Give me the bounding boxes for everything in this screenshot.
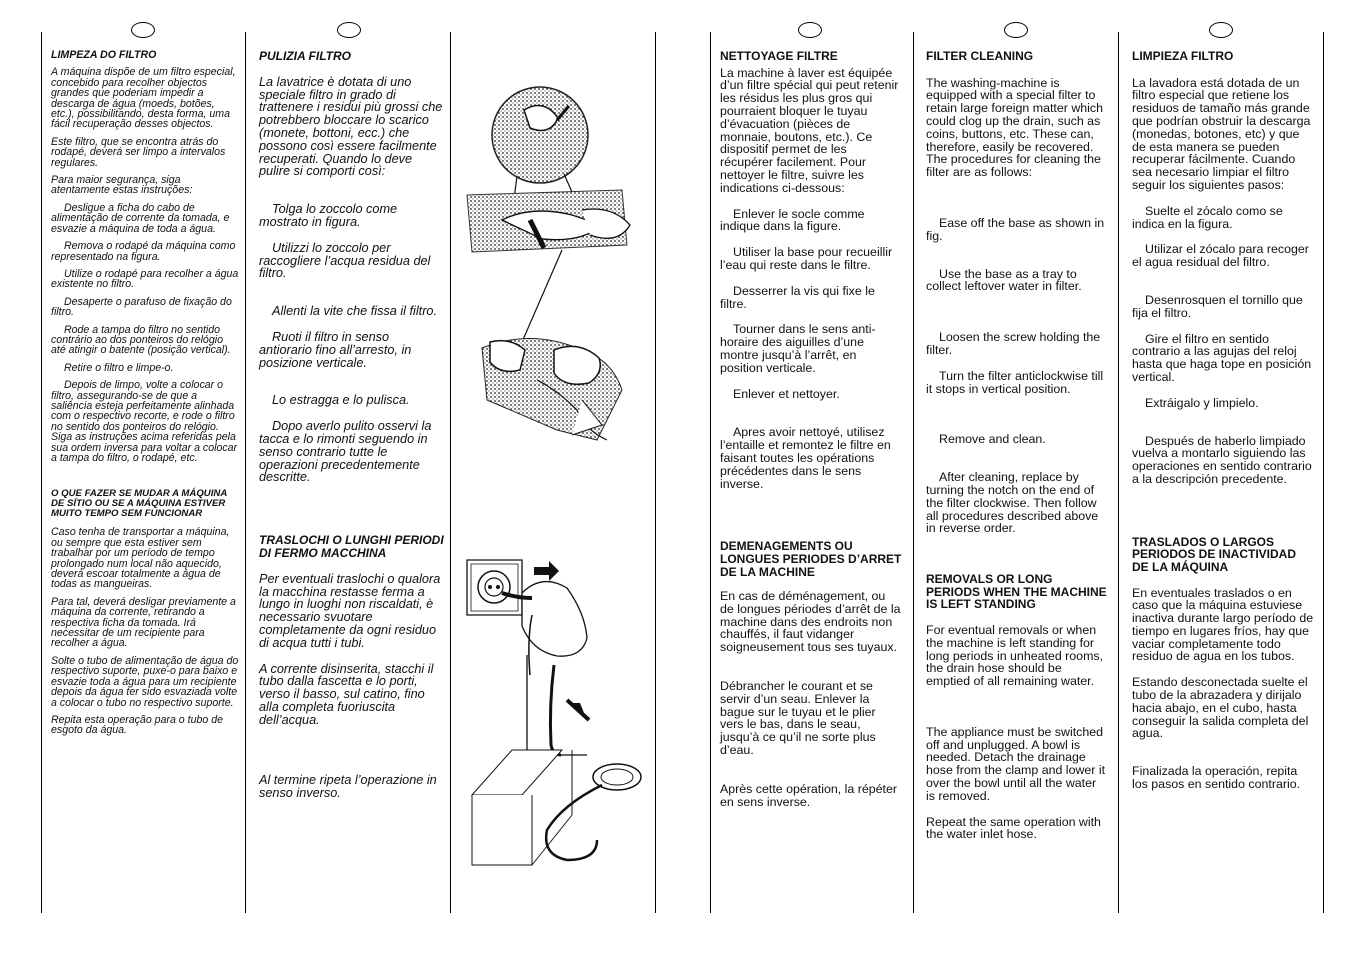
paragraph: En cas de déménagement, ou de longues périodes d’arrêt de la machine dans des endroits non chauffés, il faut vidanger soigneusement tous ses tuyaux. [720, 589, 901, 655]
paragraph: Per eventuali traslochi o qualora la macchina restasse ferma a lungo in luoghi non riscaldati, è necessario svuotare completamente da ogni residuo di acqua tutti i tubi. [259, 571, 441, 650]
step: Ease off the base as shown in fig. [926, 215, 1105, 243]
column-rule [245, 32, 246, 913]
drain-hose-illustration [462, 555, 642, 870]
step: Utilizar el zócalo para recoger el agua residual del filtro. [1132, 242, 1309, 270]
column-rule [41, 32, 42, 913]
step: Extráigalo y limpielo. [1145, 395, 1259, 410]
language-marker-it [337, 22, 361, 38]
step: Utilizzi lo zoccolo per raccogliere l’acqua residua del filtro. [259, 240, 431, 281]
paragraph: The washing-machine is equipped with a special filter to retain large foreign matter which could clog up the drain, such as coins, buttons, etc. These can, therefore, easily be recovered. The procedures for cleaning the filter are as follows: [926, 75, 1103, 180]
paragraph: Caso tenha de transportar a máquina, ou sempre que esta estiver sem trabalhar por um período de tempo prolongado num local não aquecido, deverá escoar totalmente a água de todas as mangueiras. [51, 526, 230, 591]
column-rule [1118, 32, 1119, 913]
language-marker-pt [131, 22, 155, 38]
column-spanish [1132, 50, 1316, 791]
paragraph: Repita esta operação para o tubo de esgoto da água. [51, 713, 223, 737]
step: Allenti la vite che fissa il filtro. [272, 304, 437, 319]
step: Loosen the screw holding the filter. [926, 330, 1101, 357]
step: Desaperte o parafuso de fixação do filtro. [51, 295, 232, 319]
step: Apres avoir nettoyé, utilisez l’entaille et remontez le filtre en faisant toutes les opérations précédentes dans le sens inverse. [720, 425, 891, 491]
paragraph: Repeat the same operation with the water inlet hose. [926, 814, 1101, 842]
step: Tourner dans le sens anti-horaire des aiguilles d’une montre jusqu’à l’arrêt, en position verticale. [720, 322, 876, 375]
column-french [720, 50, 902, 808]
step: Remova o rodapé da máquina como representado na figura. [51, 240, 236, 263]
column-rule [655, 32, 656, 913]
paragraph: La lavadora está dotada de un filtro especial que retiene los residuos de tamaño más grande que podrían obstruir la descarga (monedas, botones, etc) y que de esta manera se pueden recuperar fácilmente. Cuando sea necesario limpiar el filtro seguir los siguientes pasos: [1132, 75, 1311, 192]
section-heading: PULIZIA FILTRO [259, 49, 351, 63]
step: Use the base as a tray to collect leftover water in filter. [926, 266, 1082, 294]
paragraph: En eventuales traslados o en caso que la máquina estuviese inactiva durante largo período de tiempo en lugares fríos, hay que vaciar completamente todo residuo de agua en los tubos. [1132, 585, 1314, 664]
step: Enlever et nettoyer. [733, 386, 840, 401]
section-heading: LIMPIEZA FILTRO [1132, 49, 1234, 63]
section-heading: DEMENAGEMENTS OU LONGUES PERIODES D’ARRET DE LA MACHINE [720, 539, 902, 579]
step: Remove and clean. [939, 432, 1046, 447]
section-heading: TRASLADOS O LARGOS PERIODOS DE INACTIVIDAD DE LA MÁQUINA [1132, 534, 1297, 574]
filter-removal-illustration [462, 80, 642, 450]
column-italian [259, 50, 445, 800]
column-portuguese [51, 50, 239, 736]
language-marker-es [1209, 22, 1233, 38]
step: Turn the filter anticlockwise till it stops in vertical position. [926, 368, 1104, 396]
paragraph: Al termine ripeta l’operazione in senso inverso. [259, 773, 437, 801]
paragraph: La lavatrice è dotata di uno speciale filtro in grado di trattenere i residui più grossi che potrebbero bloccare lo scarico (monete, bottoni, ecc.) che possono così essere facilmente recuperati. Quando lo deve pulire si comporti così: [259, 74, 443, 179]
step: Enlever le socle comme indique dans la figure. [720, 206, 865, 234]
step: Suelte el zócalo como se indica en la figura. [1132, 203, 1283, 231]
paragraph: Para maior segurança, siga atentamente estas instruções: [51, 174, 193, 197]
paragraph: Après cette opération, la répéter en sens inverse. [720, 781, 898, 809]
step: Ruoti il filtro in senso antiorario fino all’arresto, in posizione verticale. [259, 329, 412, 370]
paragraph: For eventual removals or when the machine is left standing for long periods in unheated rooms, the drain hose should be emptied of all remaining water. [926, 622, 1104, 689]
section-heading: LIMPEZA DO FILTRO [51, 49, 157, 61]
column-rule [450, 32, 451, 913]
step: Retire o filtro e limpe-o. [64, 361, 174, 374]
paragraph: Este filtro, que se encontra atrás do rodapé, deverá ser limpo a intervalos regulares. [51, 135, 226, 169]
paragraph: La machine à laver est équipée d’un filtre spécial qui peut retenir les résidus les plus gros qui pourraient bloquer le tuyau d’évacuation (pièces de monnaie, boutons, etc.). Ce dispositif permet de les récupérer facilement. Pour nettoyer le filtre, suivre les indications ci-dessous: [720, 65, 899, 195]
paragraph: Solte o tubo de alimentação de água do respectivo suporte, puxe-o para baixo e esvazie toda a água para um recipiente depois da água ter sido esvaziada volte a colocar o tubo no respectivo suporte. [51, 654, 239, 709]
step: Desserrer la vis qui fixe le filtre. [720, 283, 875, 311]
paragraph: Débrancher le courant et se servir d’un seau. Enlever la bague sur le tuyau et le plier vers le bas, dans le seau, jusqu’à ce qu’il ne sorte plus d’eau. [720, 679, 876, 758]
language-marker-fr [798, 22, 822, 38]
step: Utiliser la base pour recueillir l’eau qui reste dans le filtre. [720, 245, 893, 272]
step: Utilize o rodapé para recolher a água existente no filtro. [51, 267, 239, 291]
step: Rode a tampa do filtro no sentido contrário ao dos ponteiros do relógio até atingir o batente (posição vertical). [51, 323, 231, 357]
paragraph: Estando desconectada suelte el tubo de la abrazadera y dirijalo hacia abajo, en el cubo, hasta conseguir la salida completa del agua. [1132, 675, 1309, 741]
step: Desenrosquen el tornillo que fija el filtro. [1132, 292, 1303, 320]
paragraph: Para tal, deverá desligar previamente a máquina da corrente, retirando a respectiva ficha da tomada. Irá necessitar de um recipiente para recolher a água. [51, 595, 236, 650]
step: Desligue a ficha do cabo de alimentação de corrente da tomada, e esvazie a máquina de toda a água. [51, 201, 230, 235]
paragraph: A máquina dispõe de um filtro especial, concebido para recolher objectos grandes que poderiam impedir a descarga de água (moeds, botões, etc.), possibilitando, desta forma, uma fácil recuperação desses objectos. [51, 66, 236, 131]
step: Depois de limpo, volte a colocar o filtro, assegurando-se de que a saliência esteja perfeitamente alinhada com o respectivo recorte, e rode o filtro no sentido dos ponteiros do relógio. Siga as instruções acima referidas pela sua ordem inversa para voltar a colocar a tampa do filtro, o rodapé, etc. [51, 379, 238, 464]
section-heading: NETTOYAGE FILTRE [720, 49, 838, 63]
paragraph: The appliance must be switched off and unplugged. A bowl is needed. Detach the drainage hose from the clamp and lower it over the bowl until all the water is removed. [926, 724, 1106, 803]
column-rule [710, 32, 711, 913]
column-rule [1323, 32, 1324, 913]
step: Tolga lo zoccolo come mostrato in figura. [259, 202, 398, 229]
section-heading: O QUE FAZER SE MUDAR A MÁQUINA DE SÍTIO OU SE A MÁQUINA ESTIVER MUITO TEMPO SEM FUNCIONAR [51, 488, 227, 520]
step: Lo estragga e lo pulisca. [272, 393, 410, 408]
section-heading: FILTER CLEANING [926, 49, 1034, 63]
paragraph: Finalizada la operación, repita los pasos en sentido contrario. [1132, 764, 1301, 792]
step: Después de haberlo limpiado vuelva a montarlo siguiendo las operaciones en sentido contrario a la descripción precedente. [1132, 433, 1312, 486]
step: After cleaning, replace by turning the notch on the end of the filter clockwise. Then follow all procedures described above in reverse order. [926, 470, 1099, 536]
language-marker-en [1004, 22, 1028, 38]
section-heading: REMOVALS OR LONG PERIODS WHEN THE MACHINE IS LEFT STANDING [926, 572, 1107, 612]
paragraph: A corrente disinserita, stacchi il tubo dalla fascetta e lo porti, verso il basso, sul catino, fino alla completa fuoriuscita dell’acqua. [259, 661, 434, 727]
column-rule [913, 32, 914, 913]
step: Gire el filtro en sentido contrario a las agujas del reloj hasta que haga tope en posición vertical. [1132, 331, 1312, 384]
section-heading: TRASLOCHI O LUNGHI PERIODI DI FERMO MACCHINA [259, 533, 444, 560]
step: Dopo averlo pulito osservi la tacca e lo rimonti seguendo in senso contrario tutte le operazioni precedentemente descritte. [259, 419, 432, 485]
column-english [926, 50, 1108, 841]
